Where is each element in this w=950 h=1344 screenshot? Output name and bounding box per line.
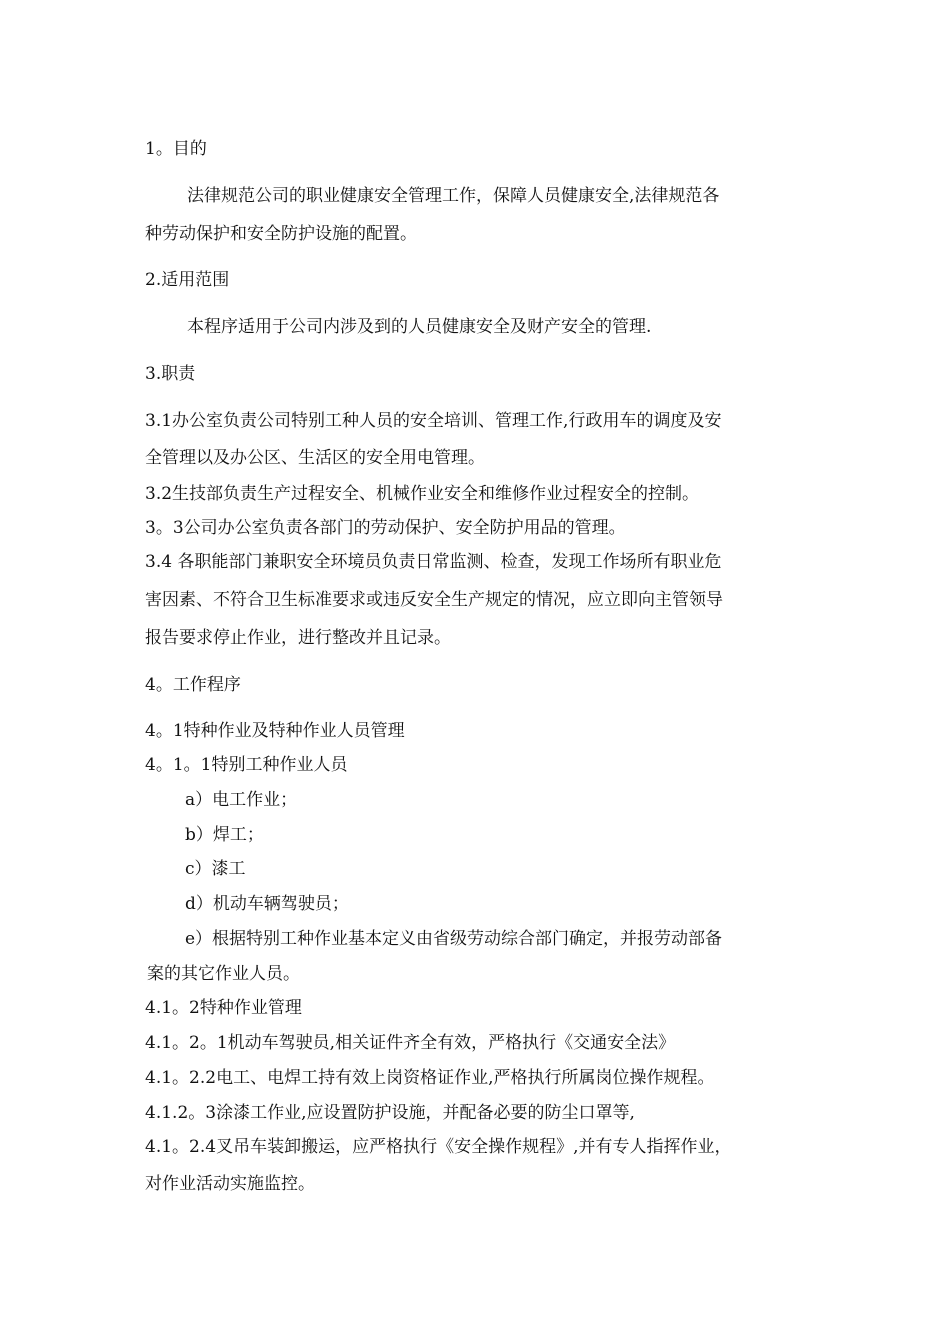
clause-3-2: 3.2生技部负责生产过程安全、机械作业安全和维修作业过程安全的控制。 [145,484,700,504]
clause-3-4-line: 报告要求停止作业，进行整改并且记录。 [145,628,451,648]
list-item-e-line: 案的其它作业人员。 [147,964,300,984]
section-1-paragraph-line: 法律规范公司的职业健康安全管理工作，保障人员健康安全,法律规范各 [187,186,720,206]
clause-3-1-line: 全管理以及办公区、生活区的安全用电管理。 [145,448,485,468]
clause-4-1-1: 4。1。1特别工种作业人员 [145,755,348,775]
section-2-heading: 2.适用范围 [145,270,230,290]
list-item-c: c）漆工 [185,859,246,879]
clause-4-1: 4。1特种作业及特种作业人员管理 [145,721,405,741]
section-1-heading: 1。目的 [145,139,207,159]
clause-4-1-2-2: 4.1。2.2电工、电焊工持有效上岗资格证作业,严格执行所属岗位操作规程。 [145,1068,715,1088]
section-1-paragraph-line: 种劳动保护和安全防护设施的配置。 [145,224,417,244]
clause-4-1-2-3: 4.1.2。3涂漆工作业,应设置防护设施，并配备必要的防尘口罩等, [145,1103,635,1123]
clause-4-1-2-4-line: 4.1。2.4叉吊车装卸搬运，应严格执行《安全操作规程》,并有专人指挥作业， [145,1137,732,1157]
section-3-heading: 3.职责 [145,364,196,384]
clause-3-3: 3。3公司办公室负责各部门的劳动保护、安全防护用品的管理。 [145,518,626,538]
clause-4-1-2-1: 4.1。2。1机动车驾驶员,相关证件齐全有效，严格执行《交通安全法》 [145,1033,676,1053]
clause-3-4-line: 3.4 各职能部门兼职安全环境员负责日常监测、检查，发现工作场所有职业危 [145,552,722,572]
clause-4-1-2: 4.1。2特种作业管理 [145,998,302,1018]
list-item-a: a）电工作业； [185,790,298,810]
clause-3-4-line: 害因素、不符合卫生标准要求或违反安全生产规定的情况，应立即向主管领导 [145,590,723,610]
section-4-heading: 4。工作程序 [145,675,241,695]
clause-3-1-line: 3.1办公室负责公司特别工种人员的安全培训、管理工作,行政用车的调度及安 [145,411,722,431]
list-item-b: b）焊工； [185,825,264,845]
clause-4-1-2-4-line: 对作业活动实施监控。 [145,1174,315,1194]
list-item-d: d）机动车辆驾驶员； [185,894,349,914]
section-2-paragraph: 本程序适用于公司内涉及到的人员健康安全及财产安全的管理. [187,317,652,337]
list-item-e-line: e）根据特别工种作业基本定义由省级劳动综合部门确定，并报劳动部备 [185,929,723,949]
